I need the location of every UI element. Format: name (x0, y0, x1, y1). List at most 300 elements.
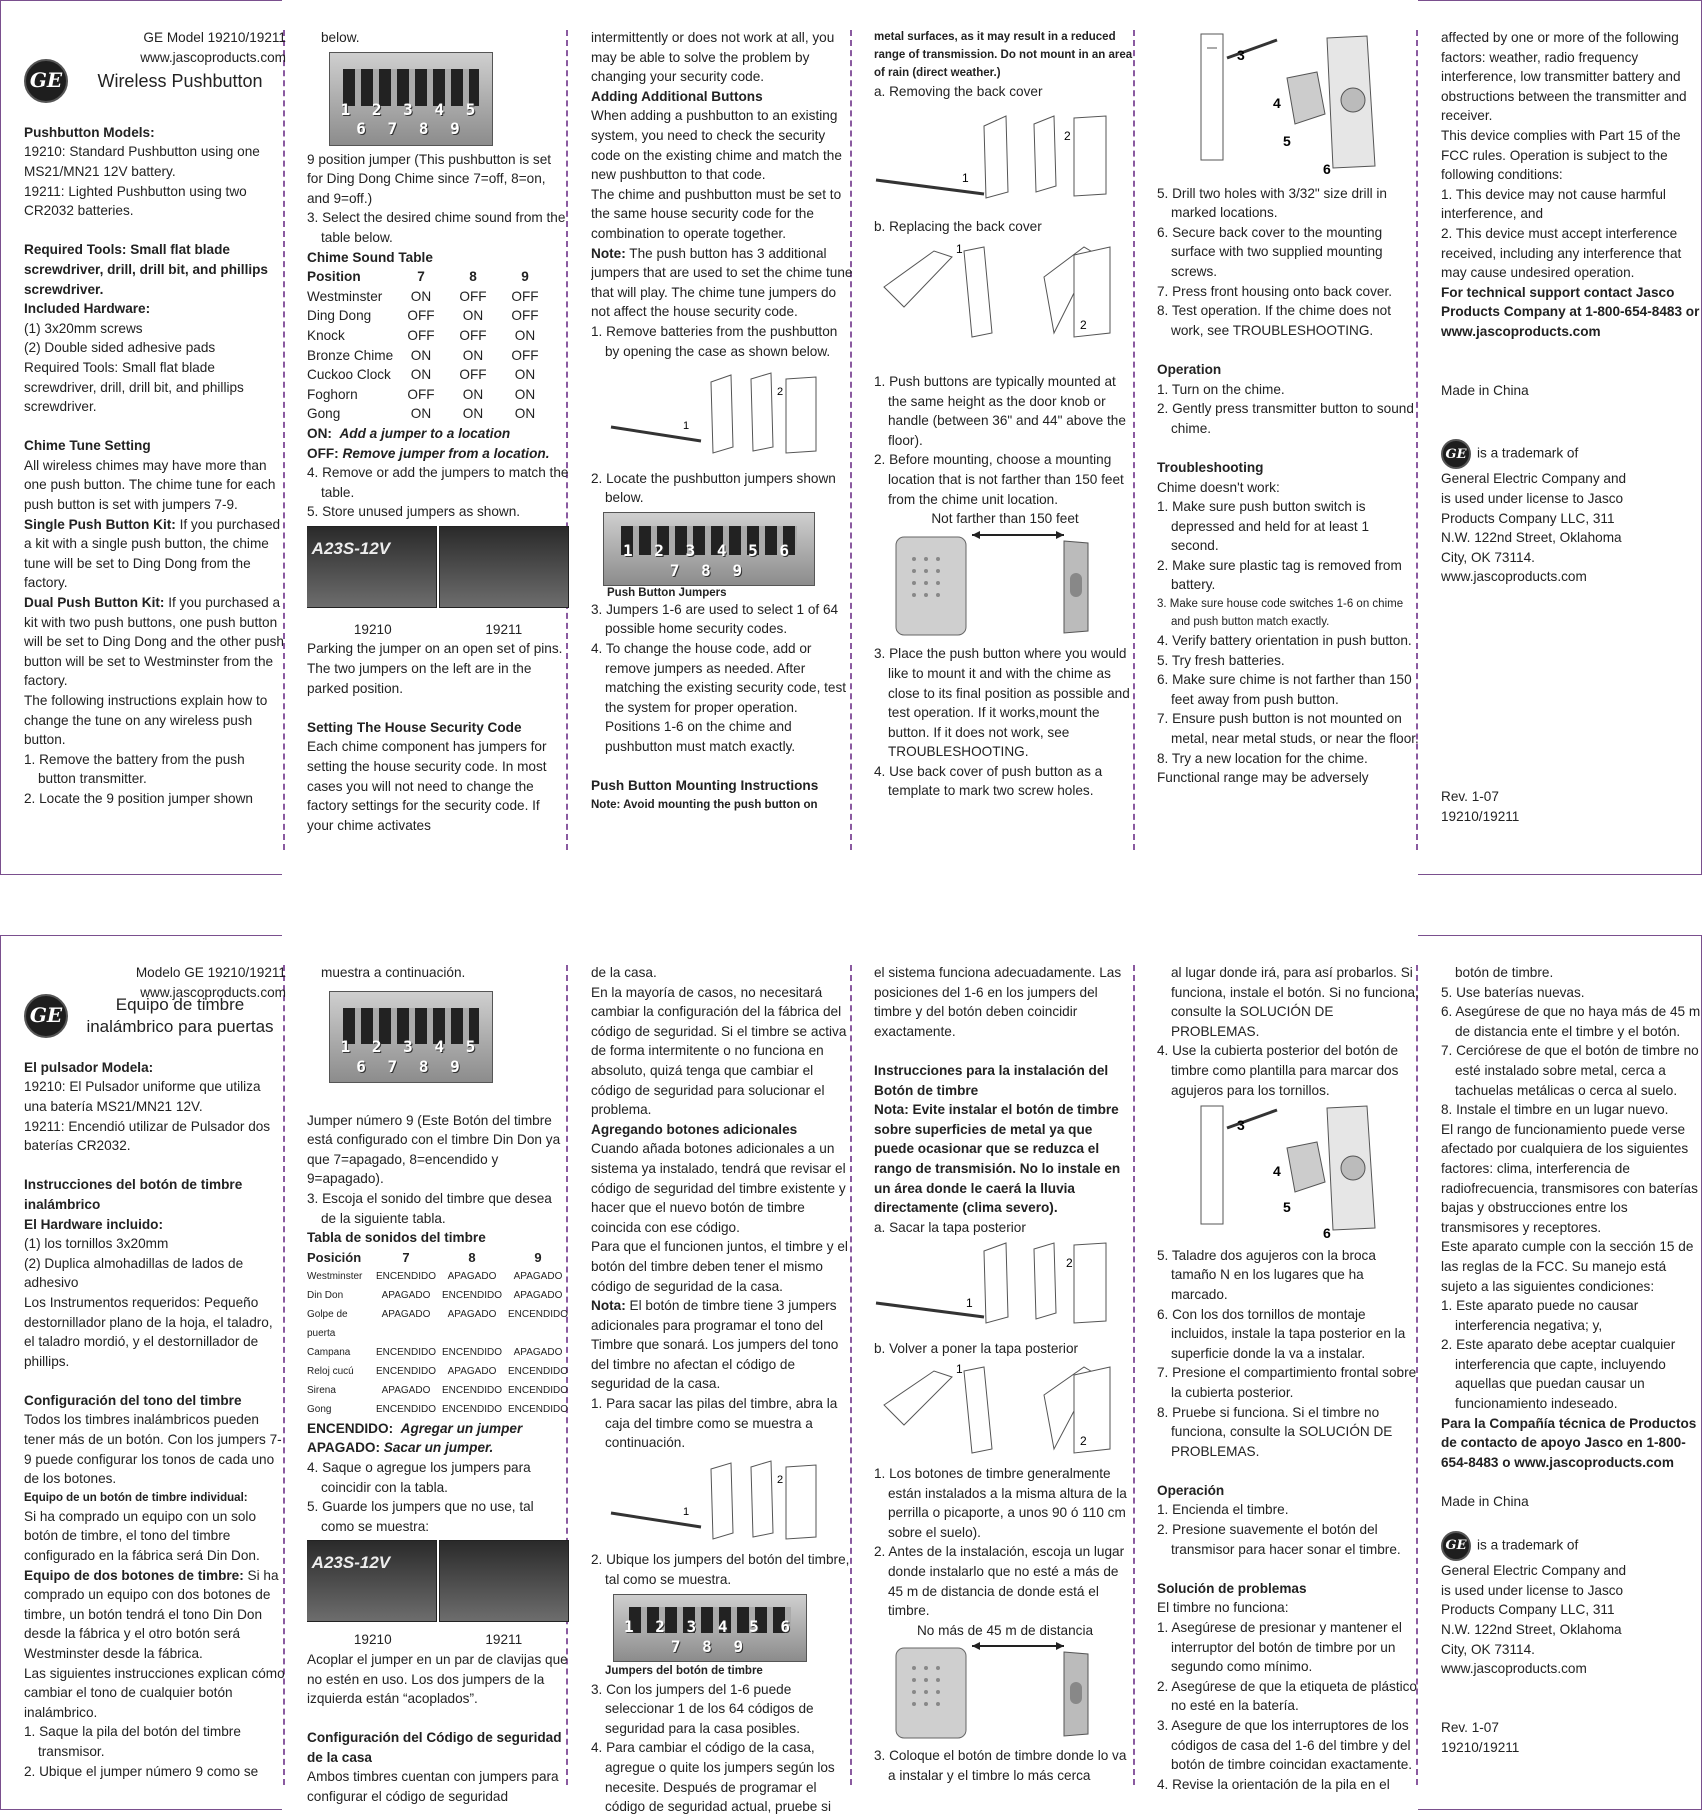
table-cell: ENCENDIDO (375, 1403, 436, 1415)
table-header: 8 (469, 269, 477, 285)
inline-heading: Dual Push Button Kit: (24, 595, 165, 611)
table-header: Posición (307, 1249, 362, 1265)
text-block: Each chime component has jumpers for setting the house security code. In most cases you will not need to change the factory settings for the security code. If your chime activates (307, 739, 547, 833)
english-sheet (0, 0, 1702, 875)
text-block: 1. Este aparato puede no causar interferencia negativa; y, (1441, 1298, 1639, 1333)
section-heading: Adding Additional Buttons (591, 88, 763, 104)
table-cell: OFF (459, 288, 487, 304)
table-cell: ON (410, 347, 432, 363)
diagram-number: 3 (1237, 1117, 1245, 1134)
table-cell: ENCENDIDO (375, 1270, 436, 1282)
diagram-number: 1 (683, 1505, 690, 1518)
section-heading: Chime Tune Setting (24, 438, 151, 454)
table-cell: ENCENDIDO (375, 1346, 436, 1358)
table-cell: APAGADO (381, 1308, 431, 1320)
table-cell: ON (514, 327, 536, 343)
text-block: This device complies with Part 15 of the FCC rules. Operation is subject to the following conditions: (1441, 127, 1681, 183)
replace-back-cover-diagram (874, 1359, 1124, 1459)
table-cell: APAGADO (447, 1308, 497, 1320)
text-block: botón de timbre. (1455, 965, 1554, 980)
text-block: al lugar donde irá, para así probarlos. Si funciona, instale el botón. Si no funciona, consulte la SOLUCIÓN DE PROBLEMAS. (1171, 965, 1419, 1039)
table-cell: ON (410, 288, 432, 304)
table-header: 7 (417, 269, 425, 285)
ge-logo-icon: GE (24, 994, 68, 1038)
jumper-digits: 1 2 3 4 5 6 7 8 9 (340, 99, 482, 139)
replace-back-cover-diagram (874, 237, 1124, 347)
table-cell: ENCENDIDO (375, 1365, 436, 1377)
step: 5. Use baterías nuevas. (1441, 984, 1585, 1000)
remove-back-cover-diagram (874, 1237, 1124, 1333)
text-block: If you purchased a kit with two push buttons, one push button will be set to Ding Dong and the other push button will be set to Westminster from the factory. (24, 595, 284, 689)
text-block: (2) Duplica almohadillas de lados de adhesivo (24, 1255, 244, 1291)
text-block: Cuando añada botones adicionales a un sistema ya instalado, tendrá que revisar el código de seguridad del timbre existente y hacer que el nuevo botón de timbre coincida con ese código. (591, 1141, 846, 1235)
legend-label: ON: (307, 425, 332, 441)
step: 1. Turn on the chime. (1157, 381, 1285, 397)
section-heading: Configuración del Código de seguridad de la casa (307, 1730, 562, 1765)
table-cell: OFF (407, 327, 435, 343)
table-cell: OFF (511, 308, 539, 324)
column-5 (1157, 28, 1419, 788)
step: 7. Presione el compartimiento frontal sobre la cubierta posterior. (1157, 1365, 1417, 1400)
made-in: Made in China (1441, 382, 1529, 398)
text-block: is a trademark of (1477, 1537, 1579, 1553)
text-block: If you purchased a kit with a single push button, the chime tune will be set to Ding Dong from the factory. (24, 516, 281, 591)
column-5 (1157, 963, 1419, 1794)
text-block: 2. This device must accept interference received, including any interference that may cause undesired operation. (1441, 225, 1682, 281)
table-cell: Cuckoo Clock (307, 367, 391, 383)
step: 3. Coloque el botón de timbre donde lo va a instalar y el timbre lo más cerca (874, 1748, 1127, 1783)
table-cell: APAGADO (381, 1289, 431, 1301)
diagram-number: 2 (1080, 1433, 1087, 1448)
column-4 (874, 963, 1136, 1785)
revision: Rev. 1-07 (1441, 1719, 1499, 1735)
step: 3. Make sure house code switches 1-6 on chime and push button match exactly. (1157, 598, 1404, 629)
diagram-number: 2 (777, 386, 784, 399)
step: 2. Ubique el jumper número 9 como se (24, 1763, 259, 1779)
frame-line (1418, 0, 1702, 1)
battery-label: A23S-12V (311, 1553, 391, 1573)
jumper-digits: 1 2 3 4 5 6 7 8 9 (623, 541, 795, 580)
diagram-number: 4 (1273, 1163, 1281, 1180)
section-heading: Included Hardware: (24, 301, 151, 317)
table-cell: Bronze Chime (307, 347, 394, 363)
column-1 (24, 963, 286, 1781)
text-block: 19210: Standard Pushbutton using one MS21/MN21 12V battery. (24, 144, 260, 179)
ge-logo-icon: GE (1441, 439, 1471, 469)
table-cell: ENCENDIDO (441, 1346, 502, 1358)
step: 2. Ubique los jumpers del botón del timbre, tal como se muestra. (591, 1552, 850, 1588)
text-block: el sistema funciona adecuadamente. Las posiciones del 1-6 en los jumpers del timbre y del botón deben coincidir exactamente. (874, 965, 1122, 1039)
step: 7. Cerciórese de que el botón de timbre no esté instalado sobre metal, cerca a tachuelas metálicas o cerca al suelo. (1441, 1043, 1699, 1098)
battery-photo (307, 1540, 437, 1622)
text-block: Required Tools: Small flat blade screwdriver, drill, drill bit, and phillips screwdriver. (24, 359, 244, 415)
step: 2. Presione suavemente el botón del transmisor para hacer sonar el timbre. (1157, 1522, 1401, 1557)
step: 2. Make sure plastic tag is removed from battery. (1157, 557, 1402, 593)
table-cell: ON (514, 367, 536, 383)
text-block: Ambos timbres cuentan con jumpers para configurar el código de seguridad (307, 1769, 559, 1805)
photo-caption: 19211 (485, 621, 523, 637)
ge-logo-icon: GE (24, 59, 68, 103)
section-heading: Solución de problemas (1157, 1580, 1307, 1596)
table-cell: Westminster (307, 1270, 363, 1282)
step: 1. Remove the battery from the push button transmitter. (24, 751, 245, 787)
step: 7. Press front housing onto back cover. (1157, 283, 1393, 299)
step: a. Sacar la tapa posterior (874, 1219, 1026, 1235)
diagram-number: 6 (1323, 1225, 1331, 1241)
step: 2. Gently press transmitter button to sound chime. (1157, 401, 1414, 436)
section-heading: Operation (1157, 361, 1222, 377)
table-cell: Din Don (307, 1289, 344, 1301)
mounting-diagram (1177, 1100, 1397, 1240)
pushbutton-jumper-photo (613, 1594, 807, 1662)
step: 1. Los botones de timbre generalmente están instalados a la misma altura de la perrilla o picaporte, a unos 90 ó 110 cm sobre el suelo). (874, 1466, 1127, 1540)
diagram-number: 1 (683, 420, 690, 433)
text-block: The push button has 3 additional jumpers that are used to set the chime tune that will play. The chime tune jumpers do not affect the house security code. (591, 245, 853, 320)
column-6 (1441, 28, 1702, 826)
photo-caption: 19210 (353, 1632, 392, 1648)
section-heading: Setting The House Security Code (307, 719, 522, 735)
table-header: Position (307, 269, 361, 285)
column-2 (307, 28, 569, 835)
step: 2. Asegúrese de que la etiqueta de plástico no esté en la batería. (1157, 1678, 1417, 1714)
inline-heading: Equipo de un botón de timbre individual: (24, 1491, 248, 1504)
frame-line (0, 0, 1, 875)
step: 6. Make sure chime is not farther than 150 feet away from push button. (1157, 672, 1412, 707)
table-cell: ON (410, 367, 432, 383)
step: 1. Push buttons are typically mounted at the same height as the door knob or handle (between 36" and 44" above the floor). (874, 373, 1126, 448)
table-cell: APAGADO (447, 1365, 497, 1377)
battery-photo (439, 1540, 569, 1622)
section-heading: Instrucciones del botón de timbre inalámbrico (24, 1177, 243, 1212)
section-heading: Configuración del tono del timbre (24, 1392, 242, 1408)
legend-label: APAGADO: (307, 1440, 380, 1456)
inline-heading: Note: (591, 245, 626, 261)
column-1 (24, 28, 286, 809)
chime-sound-table (307, 1248, 569, 1419)
text-block: All wireless chimes may have more than one push button. The chime tune for each push button is set with jumpers 7-9. (24, 457, 276, 513)
made-in: Made in China (1441, 1494, 1529, 1510)
step: b. Replacing the back cover (874, 219, 1042, 235)
table-cell: Gong (307, 406, 341, 422)
step: 5. Drill two holes with 3/32" size drill in marked locations. (1157, 185, 1387, 221)
text-block: En la mayoría de casos, no necesitará cambiar la configuración del la fábrica del código de seguridad. Si el timbre se activa de forma intermitente o no funciona en absoluto, quizá tenga que cambiar el código de seguridad para solucionar el problema. (591, 984, 847, 1118)
battery-label: A23S-12V (311, 538, 391, 558)
text-block: Acoplar el jumper en un par de clavijas que no estén en uso. Los dos jumpers de la izquierda están “acoplados”. (307, 1651, 568, 1707)
inline-heading: Equipo de dos botones de timbre: (24, 1567, 244, 1583)
legend-text: Add a jumper to a location (339, 425, 511, 441)
text-block: 19211: Lighted Pushbutton using two CR2032 batteries. (24, 183, 247, 219)
table-cell: Campana (307, 1346, 351, 1358)
table-cell: APAGADO (513, 1270, 563, 1282)
step: 1. Make sure push button switch is depressed and held for at least 1 second. (1157, 499, 1369, 554)
text-block: El botón de timbre tiene 3 jumpers adicionales para programar el tono del Timbre que sonará. Los jumpers del tono del timbre no afectan el código de seguridad de la casa. (591, 1298, 839, 1392)
frame-line (1418, 935, 1702, 936)
text-block: Este aparato cumple con la sección 15 de las reglas de la FCC. Su manejo está sujeto a las siguientes condiciones: (1441, 1239, 1694, 1294)
text-block: 19211: Encendió utilizar de Pulsador dos baterías CR2032. (24, 1118, 271, 1154)
caption: Push Button Jumpers (607, 586, 727, 599)
table-cell: ENCENDIDO (507, 1308, 568, 1320)
revision-model: 19210/19211 (1441, 808, 1520, 824)
mounting-diagram (1177, 28, 1397, 178)
table-cell: ON (462, 386, 484, 402)
website: www.jascoproducts.com (140, 49, 286, 65)
table-cell: OFF (511, 288, 539, 304)
text-block: de la casa. (591, 965, 657, 980)
step: 4. Para cambiar el código de la casa, agregue o quite los jumpers según los necesite. Después de programar el código de seguridad actual, pruebe si (591, 1740, 835, 1815)
table-title: Chime Sound Table (307, 249, 433, 265)
step: 4. Use back cover of push button as a template to mark two screw holes. (874, 763, 1103, 799)
text-block: El timbre no funciona: (1157, 1600, 1289, 1616)
step: 1. Saque la pila del botón del timbre transmisor. (24, 1724, 241, 1759)
step: 3. Asegure de que los interruptores de los códigos de casa del 1-6 del timbre y del botón de timbre coincidan exactamente. (1157, 1718, 1413, 1773)
table-cell: OFF (459, 367, 487, 383)
step: 3. Select the desired chime sound from the table below. (307, 210, 566, 245)
diagram-number: 3 (1237, 47, 1245, 63)
section-heading: Instrucciones para la instalación del Botón de timbre (874, 1062, 1109, 1098)
step: 8. Instale el timbre en un lugar nuevo. (1441, 1102, 1669, 1118)
diagram-number: 6 (1323, 161, 1331, 177)
frame-line (0, 935, 1, 1810)
step: 4. Use la cubierta posterior del botón de timbre como plantilla para marcar dos agujeros para los tornillos. (1157, 1043, 1399, 1098)
table-cell: Foghorn (307, 386, 358, 402)
column-2 (307, 963, 569, 1807)
table-cell: APAGADO (447, 1270, 497, 1282)
inline-heading: Single Push Button Kit: (24, 516, 176, 532)
table-cell: Golpe de puerta (307, 1308, 348, 1339)
step: 1. Encienda el timbre. (1157, 1502, 1289, 1518)
text-block: Los Instrumentos requeridos: Pequeño destornillador plano de la hoja, el taladro, el taladro mordió, y el destornillador de phillips. (24, 1294, 273, 1369)
step: 6. Asegúrese de que no haya más de 45 m de distancia ente el timbre y el botón. (1441, 1004, 1701, 1039)
table-cell: ENCENDIDO (441, 1289, 502, 1301)
table-cell: Westminster (307, 288, 383, 304)
frame-line (0, 874, 282, 875)
photo-caption: 19210 (353, 621, 392, 637)
trademark-info: General Electric Company and is used under license to Jasco Products Company LLC, 311 N.W. 122nd Street, Oklahoma City, OK 73114. www.jascoproducts.com (1441, 1563, 1627, 1677)
section-heading: Troubleshooting (1157, 459, 1264, 475)
step: 7. Ensure push button is not mounted on metal, near metal studs, or near the floor. (1157, 711, 1419, 747)
step: 2. Locate the pushbutton jumpers shown below. (591, 470, 836, 506)
table-cell: Reloj cucú (307, 1365, 354, 1377)
diagram-number: 2 (777, 1473, 784, 1486)
step: 1. Remove batteries from the pushbutton by opening the case as shown below. (591, 323, 838, 359)
trademark-info: General Electric Company and is used under license to Jasco Products Company LLC, 311 N.W. 122nd Street, Oklahoma City, OK 73114. www.jascoproducts.com (1441, 471, 1627, 585)
section-heading: Operación (1157, 1482, 1225, 1498)
text-block: Chime doesn't work: (1157, 479, 1280, 495)
diagram-number: 2 (1080, 317, 1087, 332)
caption: 9 position jumper (This pushbutton is set for Ding Dong Chime since 7=off, 8=on, and 9=off.) (307, 151, 552, 206)
diagram-number: 4 (1273, 95, 1281, 111)
text-block: muestra a continuación. (321, 965, 466, 980)
table-cell: ON (514, 406, 536, 422)
website: www.jascoproducts.com (140, 984, 286, 1000)
step: 4. Remove or add the jumpers to match the table. (307, 465, 569, 500)
legend-text: Agregar un jumper (400, 1420, 523, 1436)
caption: Jumpers del botón de timbre (605, 1664, 763, 1677)
step: 1. Para sacar las pilas del timbre, abra la caja del timbre como se muestra a continuación. (591, 1396, 838, 1451)
step: 1. Asegúrese de presionar y mantener el interruptor del botón de timbre por un segundo como mínimo. (1157, 1620, 1402, 1675)
text-block: Functional range may be adversely (1157, 770, 1369, 786)
distance-label: No más de 45 m de distancia (916, 1622, 1094, 1638)
page-title: Wireless Pushbutton (97, 71, 263, 92)
text-block: affected by one or more of the following factors: weather, radio frequency interference, low transmitter battery and obstructions between the transmitter and receiver. (1441, 30, 1687, 124)
table-cell: ON (462, 347, 484, 363)
jumper-digits: 1 2 3 4 5 6 7 8 9 (624, 1617, 796, 1657)
table-cell: OFF (407, 308, 435, 324)
table-cell: ENCENDIDO (507, 1365, 568, 1377)
step: 6. Con los dos tornillos de montaje incluidos, instale la tapa posterior en la superficie donde la va a instalar. (1157, 1306, 1406, 1361)
frame-line (0, 0, 282, 1)
warning-note: Nota: Evite instalar el botón de timbre sobre superficies de metal ya que puede ocasionar que se reduzca el rango de transmisión. No lo instale en un área donde le caerá la lluvia directamente (clima severo). (874, 1102, 1121, 1216)
table-header: 7 (402, 1249, 410, 1265)
step: b. Volver a poner la tapa posterior (874, 1340, 1079, 1356)
table-cell: ENCENDIDO (441, 1384, 502, 1396)
table-header: 9 (534, 1249, 542, 1265)
table-cell: ENCENDIDO (441, 1403, 502, 1415)
photo-caption: 19211 (485, 1632, 523, 1648)
table-cell: OFF (511, 347, 539, 363)
text-block: The following instructions explain how to change the tune on any wireless push button. (24, 693, 268, 748)
column-3 (591, 963, 853, 1817)
revision-model: 19210/19211 (1441, 1739, 1520, 1755)
step: 2. Before mounting, choose a mounting location that is not farther than 150 feet from the chime unit location. (874, 452, 1124, 507)
column-4 (874, 28, 1136, 801)
diagram-number: 1 (956, 1361, 963, 1376)
case-opening-diagram (601, 1457, 831, 1545)
page-title: Equipo de timbre inalámbrico para puertas (86, 995, 274, 1037)
text-block: Todos los timbres inalámbricos pueden tener más de un botón. Con los jumpers 7-9 puede configurar los tonos de cada uno de los botones. (24, 1412, 282, 1487)
step: 6. Secure back cover to the mounting surface with two supplied mounting screws. (1157, 224, 1383, 279)
table-title: Tabla de sonidos del timbre (307, 1230, 486, 1246)
distance-label: Not farther than 150 feet (931, 511, 1079, 527)
diagram-number: 2 (1064, 128, 1071, 143)
table-cell: APAGADO (381, 1384, 431, 1396)
step: 5. Guarde los jumpers que no use, tal como se muestra: (307, 1499, 534, 1534)
warning-note: metal surfaces, as it may result in a reduced range of transmission. Do not mount in an area of rain (direct weather.) (874, 31, 1133, 79)
table-cell: OFF (459, 327, 487, 343)
table-cell: Sirena (307, 1384, 336, 1396)
step: 4. Verify battery orientation in push button. (1157, 633, 1412, 649)
jumper-photo (329, 991, 493, 1083)
step: 3. Con los jumpers del 1-6 puede seleccionar 1 de los 64 códigos de seguridad para la casa posibles. (591, 1681, 814, 1736)
step: 2. Antes de la instalación, escoja un lugar donde instalarlo que no esté a más de 45 m de distancia de donde está el timbre. (874, 1544, 1125, 1619)
diagram-number: 1 (966, 1296, 973, 1311)
table-cell: ENCENDIDO (507, 1384, 568, 1396)
section-heading: Agregando botones adicionales (591, 1121, 798, 1137)
chime-sound-table (307, 267, 569, 424)
diagram-number: 5 (1283, 133, 1291, 149)
model-number: GE Model 19210/19211 (143, 30, 286, 45)
table-cell: ON (462, 406, 484, 422)
ge-logo-icon: GE (1441, 1531, 1471, 1561)
step: 8. Test operation. If the chime does not work, see TROUBLESHOOTING. (1157, 303, 1392, 338)
table-cell: ON (410, 406, 432, 422)
pushbutton-jumper-photo (603, 512, 815, 586)
diagram-number: 1 (962, 170, 969, 185)
legend-label: ENCENDIDO: (307, 1420, 394, 1436)
legend-text: Remove jumper from a location. (342, 445, 550, 461)
diagram-number: 1 (956, 241, 963, 256)
table-cell: OFF (407, 386, 435, 402)
step: 2. Locate the 9 position jumper shown (24, 790, 253, 806)
step: 4. Saque o agregue los jumpers para coincidir con la tabla. (307, 1459, 531, 1495)
step: 3. Place the push button where you would like to mount it and with the chime as close to its final position as possible and test operation. If it works,mount the button. If it does not work, see TROUBLESHOOTING. (874, 646, 1130, 760)
text-block: Si ha comprado un equipo con dos botones de timbre, un botón tendrá el tono Din Don desde la fábrica y el otro botón será Westminster desde la fábrica. (24, 1567, 279, 1661)
text-block: 19210: El Pulsador uniforme que utiliza una batería MS21/MN21 12V. (24, 1079, 261, 1114)
spanish-sheet (0, 935, 1702, 1815)
revision: Rev. 1-07 (1441, 789, 1499, 805)
step: a. Removing the back cover (874, 84, 1043, 99)
step: 8. Pruebe si funciona. Si el timbre no funciona, consulte la SOLUCIÓN DE PROBLEMAS. (1157, 1404, 1393, 1459)
table-cell: Ding Dong (307, 308, 372, 324)
text-block: Para que el funcionen juntos, el timbre y el botón del timbre deben tener el mismo código de seguridad de la casa. (591, 1239, 848, 1294)
step: 4. Revise la orientación de la pila en el (1157, 1776, 1390, 1792)
step: 3. Jumpers 1-6 are used to select 1 of 64 possible home security codes. (591, 601, 839, 637)
table-cell: ENCENDIDO (507, 1403, 568, 1415)
text-block: Parking the jumper on an open set of pins. The two jumpers on the left are in the parked position. (307, 641, 563, 696)
table-cell: ON (462, 308, 484, 324)
frame-line (0, 935, 282, 936)
text-block: (1) 3x20mm screws (24, 320, 143, 336)
text-block: below. (321, 30, 360, 45)
table-cell: APAGADO (513, 1289, 563, 1301)
model-number: Modelo GE 19210/19211 (135, 965, 286, 980)
text-block: Las siguientes instrucciones explican cómo cambiar el tono de cualquier botón inalámbrico. (24, 1665, 285, 1720)
text-block: is a trademark of (1477, 446, 1579, 462)
inline-heading: Nota: (591, 1298, 626, 1314)
section-heading: Push Button Mounting Instructions (591, 778, 819, 794)
battery-photo (439, 526, 569, 608)
table-cell: APAGADO (513, 1346, 563, 1358)
step: 4. To change the house code, add or remove jumpers as needed. After matching the existing security code, test the system for proper operation. Positions 1-6 on the chime and pushbutton must match exactly. (591, 641, 847, 755)
table-cell: ON (514, 386, 536, 402)
legend-text: Sacar un jumper. (383, 1440, 494, 1456)
step: 5. Store unused jumpers as shown. (307, 504, 521, 520)
remove-back-cover-diagram (874, 102, 1124, 212)
table-cell: Knock (307, 327, 345, 343)
step: 5. Try fresh batteries. (1157, 652, 1285, 668)
text-block: (1) los tornillos 3x20mm (24, 1236, 169, 1252)
jumper-digits: 1 2 3 4 5 6 7 8 9 (340, 1037, 482, 1076)
diagram-number: 2 (1066, 1256, 1073, 1271)
column-3 (591, 28, 853, 814)
legend-label: OFF: (307, 445, 339, 461)
jumper-photo (329, 52, 493, 146)
table-cell: Gong (307, 1403, 332, 1415)
text-block: intermittently or does not work at all, you may be able to solve the problem by changing your security code. (591, 30, 835, 85)
diagram-number: 5 (1283, 1199, 1291, 1216)
step: 5. Taladre dos agujeros con la broca tamaño N en los lugares que ha marcado. (1157, 1247, 1376, 1302)
text-block: Required Tools: Small flat blade screwdriver, drill, drill bit, and phillips screwdriver. (24, 242, 268, 297)
distance-diagram (874, 1640, 1124, 1740)
case-opening-diagram (601, 367, 831, 463)
text-block: El rango de funcionamiento puede verse afectado por cualquiera de los siguientes factores: clima, interferencia de radiofrecuencia, transmisores con baterías bajas y obstrucciones entre los transmisores y receptores. (1441, 1121, 1698, 1235)
text-block: When adding a pushbutton to an existing system, you need to check the security code on the existing chime and match the new pushbutton to that code. (591, 108, 842, 183)
distance-diagram (874, 529, 1124, 639)
section-heading: El Hardware incluido: (24, 1216, 163, 1232)
text-block: Si ha comprado un equipo con un solo botón de timbre, el tono del timbre configurado en la fábrica será Din Don. (24, 1508, 260, 1564)
step: 3. Escoja el sonido del timbre que desea de la siguiente tabla. (307, 1190, 552, 1226)
text-block: 2. Este aparato debe aceptar cualquier interferencia que capte, incluyendo aquellas que puedan causar un funcionamiento indeseado. (1441, 1337, 1676, 1412)
support-info: Para la Compañía técnica de Productos de contacto de apoyo Jasco en 1-800-654-8483 o www.jascoproducts.com (1441, 1415, 1697, 1470)
support-info: For technical support contact Jasco Products Company at 1-800-654-8483 or www.jascoproducts.com (1441, 284, 1700, 339)
text-block: (2) Double sided adhesive pads (24, 340, 216, 356)
table-header: 8 (468, 1249, 476, 1265)
text-block: The chime and pushbutton must be set to the same house security code for the combination to operate together. (591, 186, 842, 241)
step: 8. Try a new location for the chime. (1157, 750, 1368, 766)
section-heading: Pushbutton Models: (24, 124, 155, 140)
caption: Jumper número 9 (Este Botón del timbre está configurado con el timbre Din Don ya que 7=apagado, 8=encendido y 9=apagado). (307, 1112, 561, 1187)
table-header: 9 (521, 269, 529, 285)
